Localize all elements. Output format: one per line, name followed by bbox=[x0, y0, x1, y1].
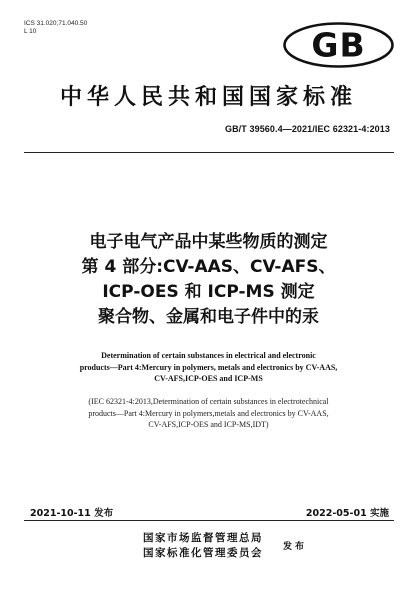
chinese-title-line: 聚合物、金属和电子件中的汞 bbox=[98, 307, 319, 327]
gb-logo bbox=[283, 22, 394, 68]
issuing-authorities bbox=[143, 531, 263, 561]
document-class-title: 中华人民共和国国家标准 bbox=[59, 85, 357, 110]
english-title-line: CV-AFS,ICP-OES and ICP-MS bbox=[154, 374, 263, 383]
standard-number: GB/T 39560.4—2021/IEC 62321-4:2013 bbox=[224, 124, 390, 134]
publish-date: 2021-10-11 发布 bbox=[30, 508, 114, 519]
top-divider bbox=[24, 152, 394, 153]
equivalence-note bbox=[0, 396, 417, 431]
equivalence-note-line: products—Part 4:Mercury in polymers,metals and electronics by CV-AAS, bbox=[88, 408, 329, 418]
classification-codes bbox=[24, 20, 87, 36]
ccs-code: L 10 bbox=[24, 28, 37, 35]
chinese-title bbox=[0, 230, 417, 330]
equivalence-note-line: CV-AFS,ICP-OES and ICP-MS,IDT) bbox=[148, 420, 269, 429]
issuer-samr: 国家市场监督管理总局 bbox=[143, 532, 263, 544]
chinese-title-line: ICP-OES 和 ICP-MS 测定 bbox=[102, 282, 315, 302]
ics-code: ICS 31.020;71.040.50 bbox=[24, 20, 88, 27]
chinese-title-line: 第 4 部分:CV-AAS、CV-AFS、 bbox=[81, 257, 336, 277]
implementation-date: 2022-05-01 实施 bbox=[305, 508, 389, 519]
english-title bbox=[0, 350, 417, 385]
bottom-divider bbox=[24, 520, 394, 521]
gb-logo-letters: GB bbox=[311, 25, 366, 65]
release-label: 发布 bbox=[283, 542, 308, 552]
english-title-line: Determination of certain substances in electrical and electronic bbox=[101, 351, 316, 360]
issuer-sac: 国家标准化管理委员会 bbox=[143, 547, 263, 559]
chinese-title-line: 电子电气产品中某些物质的测定 bbox=[89, 232, 328, 252]
english-title-line: products—Part 4:Mercury in polymers, metals and electronics by CV-AAS, bbox=[79, 362, 338, 372]
equivalence-note-line: (IEC 62321-4:2013,Determination of certain substances in electrotechnical bbox=[88, 397, 329, 406]
